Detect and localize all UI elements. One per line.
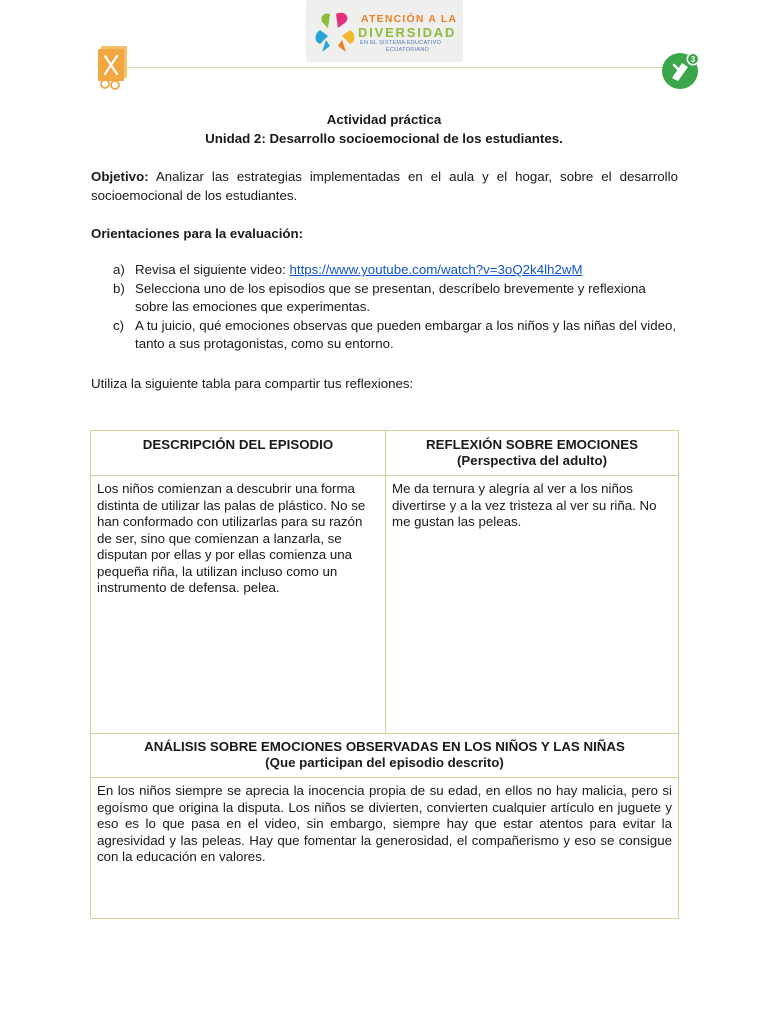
objective-text: Analizar las estrategias implementadas en el aula y el hogar, sobre el desarrollo socioemocional de los estudiantes. (91, 169, 678, 203)
logo-text-line2: DIVERSIDAD (358, 25, 457, 40)
reflection-cell: Me da ternura y alegría al ver a los niños divertirse y a la vez tristeza al ver su riña. No me gustan las peleas. (392, 481, 657, 529)
row-divider (91, 733, 678, 734)
analysis-header-line2: (Que participan del episodio descrito) (265, 755, 504, 770)
reflection-header-line2: (Perspectiva del adulto) (457, 453, 607, 468)
logo-text-line4: ECUATORIANO (386, 47, 430, 53)
list-item-text: Revisa el siguiente video: (135, 262, 290, 277)
orientations-list (91, 261, 678, 354)
column-divider (385, 431, 386, 733)
description-cell: Los niños comienzan a descubrir una forma distinta de utilizar las palas de plástico. No se han conformado con utilizarlas para su razón de ser, sino que comienzan a lanzarla, se disputan por ellas y por ellas comienza una pequeña riña, la utilizan incluso como un instrumento de defensa. pelea. (97, 481, 366, 595)
list-item-text: A tu juicio, qué emociones observas que pueden embargar a los niños y las niñas del video, tanto a sus protagonistas, como su entorno. (135, 317, 677, 351)
svg-text:3: 3 (690, 55, 696, 64)
row-divider (91, 475, 678, 476)
atencion-diversidad-logo (306, 0, 463, 62)
analysis-header (91, 739, 678, 771)
list-item (91, 280, 678, 317)
activity-title: Actividad práctica (326, 112, 442, 127)
reflection-header (386, 437, 678, 469)
activity-badge-icon (661, 50, 701, 90)
logo-text-line3: EN EL SISTEMA EDUCATIVO (360, 40, 442, 46)
analysis-cell: En los niños siempre se aprecia la inocencia propia de su edad, en ellos no hay malicia, pero si egoísmo que origina la disputa. Los niños se divierten, convierten cualquier artículo en juguete y eso es lo que pasa en el video, sin embargo, siempre hay que estar atentos para evitar la agresividad y las peleas. Hay que fomentar la generosidad, el compañerismo y eso se consigue con la educación en valores. (97, 783, 672, 864)
list-item (91, 317, 678, 354)
table-intro: Utiliza la siguiente tabla para compartir tus reflexiones: (91, 376, 414, 391)
reflection-table (90, 430, 679, 919)
hands-logo-icon (312, 10, 358, 56)
analysis-header-line1: ANÁLISIS SOBRE EMOCIONES OBSERVADAS EN LOS NIÑOS Y LAS NIÑAS (144, 739, 625, 754)
reflection-header-line1: REFLEXIÓN SOBRE EMOCIONES (425, 437, 639, 452)
logo-text-line1: ATENCIÓN A LA (361, 13, 458, 25)
list-marker: c) (113, 317, 125, 333)
scissors-document-icon (97, 44, 131, 92)
orientations-heading: Orientaciones para la evaluación: (91, 226, 304, 241)
list-item (91, 261, 678, 280)
list-marker: b) (113, 280, 125, 296)
objective-label: Objetivo: (91, 169, 149, 184)
description-header: DESCRIPCIÓN DEL EPISODIO (142, 437, 334, 452)
header-rule (118, 67, 670, 68)
objective-paragraph (91, 167, 678, 205)
list-marker: a) (113, 262, 125, 277)
row-divider (91, 777, 678, 778)
youtube-video-link[interactable]: https://www.youtube.com/watch?v=3oQ2k4lh2wM (289, 262, 583, 277)
unit-title: Unidad 2: Desarrollo socioemocional de los estudiantes. (205, 131, 563, 146)
list-item-text: Selecciona uno de los episodios que se presentan, descríbelo brevemente y reflexiona sobre las emociones que experimentas. (135, 280, 646, 314)
